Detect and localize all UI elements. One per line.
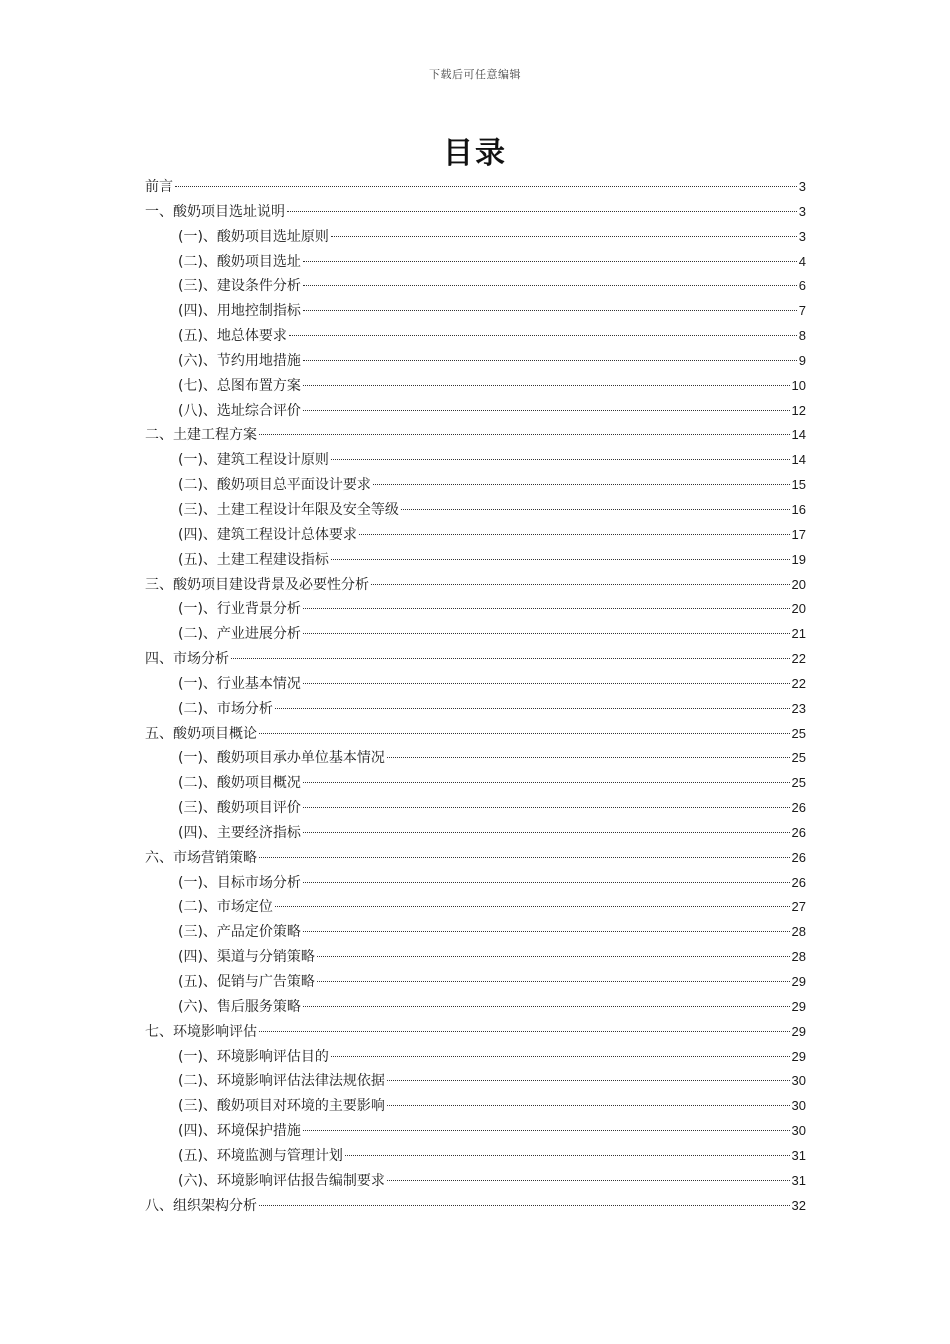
toc-dot-leader: [303, 385, 790, 386]
toc-dot-leader: [303, 683, 790, 684]
toc-entry-label: 七、环境影响评估: [145, 1023, 257, 1040]
toc-entry-label: (二)、酸奶项目总平面设计要求: [178, 477, 371, 494]
toc-entry-page-number: 30: [791, 1123, 806, 1139]
toc-entry-label: (一)、酸奶项目承办单位基本情况: [178, 750, 385, 767]
toc-entry-page-number: 10: [791, 377, 806, 393]
toc-entry[interactable]: [145, 846, 806, 871]
toc-dot-leader: [303, 310, 797, 311]
toc-dot-leader: [359, 534, 790, 535]
toc-entry-page-number: 22: [791, 651, 806, 667]
toc-dot-leader: [259, 733, 790, 734]
toc-entry[interactable]: [145, 225, 806, 250]
toc-entry-page-number: 25: [791, 725, 806, 741]
toc-entry[interactable]: [145, 1169, 806, 1194]
toc-entry-page-number: 29: [791, 1023, 806, 1039]
toc-entry-page-number: 14: [791, 452, 806, 468]
toc-dot-leader: [275, 708, 790, 709]
toc-entry-page-number: 28: [791, 924, 806, 940]
toc-entry-page-number: 25: [791, 750, 806, 766]
toc-entry-page-number: 9: [798, 352, 806, 368]
toc-entry-label: (三)、土建工程设计年限及安全等级: [178, 501, 399, 518]
toc-entry-page-number: 22: [791, 675, 806, 691]
toc-dot-leader: [303, 1130, 790, 1131]
toc-entry[interactable]: [145, 945, 806, 970]
toc-entry-label: (二)、市场定位: [178, 899, 273, 916]
toc-entry[interactable]: [145, 1194, 806, 1219]
toc-entry-page-number: 17: [791, 526, 806, 542]
toc-entry[interactable]: [145, 175, 806, 200]
toc-dot-leader: [373, 484, 790, 485]
toc-entry-label: (三)、酸奶项目评价: [178, 800, 301, 817]
toc-entry-label: (三)、建设条件分析: [178, 278, 301, 295]
toc-entry-page-number: 7: [798, 303, 806, 319]
toc-entry-page-number: 3: [798, 179, 806, 194]
toc-entry[interactable]: [145, 920, 806, 945]
toc-entry-label: (一)、环境影响评估目的: [178, 1048, 329, 1065]
toc-entry-label: (三)、产品定价策略: [178, 924, 301, 941]
toc-entry[interactable]: [145, 399, 806, 424]
toc-entry-label: (一)、建筑工程设计原则: [178, 452, 329, 469]
toc-dot-leader: [175, 186, 797, 187]
toc-entry-label: (一)、行业基本情况: [178, 675, 301, 692]
toc-entry-page-number: 29: [791, 974, 806, 989]
toc-dot-leader: [303, 410, 790, 411]
toc-entry-label: 一、酸奶项目选址说明: [145, 203, 285, 220]
toc-entry[interactable]: [145, 1069, 806, 1094]
toc-entry-page-number: 23: [791, 700, 806, 716]
toc-entry-label: 六、市场营销策略: [145, 849, 257, 866]
toc-entry[interactable]: [145, 821, 806, 846]
toc-entry[interactable]: [145, 622, 806, 647]
toc-entry-page-number: 32: [791, 1197, 806, 1213]
table-of-contents: [145, 175, 806, 1218]
toc-dot-leader: [331, 1056, 790, 1057]
toc-entry[interactable]: [145, 1020, 806, 1045]
toc-dot-leader: [387, 1080, 790, 1081]
toc-entry[interactable]: [145, 871, 806, 896]
toc-entry-label: (一)、目标市场分析: [178, 874, 301, 891]
toc-entry-page-number: 3: [798, 203, 806, 219]
toc-entry[interactable]: [145, 746, 806, 771]
toc-entry-label: (六)、节约用地措施: [178, 352, 301, 369]
toc-entry-label: 二、土建工程方案: [145, 427, 257, 444]
toc-entry[interactable]: [145, 1094, 806, 1119]
toc-dot-leader: [401, 509, 790, 510]
toc-entry-label: (四)、主要经济指标: [178, 824, 301, 841]
toc-entry-label: (四)、建筑工程设计总体要求: [178, 526, 357, 543]
toc-entry[interactable]: [145, 796, 806, 821]
toc-entry-label: (五)、促销与广告策略: [178, 974, 315, 990]
toc-entry-page-number: 3: [798, 228, 806, 244]
toc-entry[interactable]: [145, 647, 806, 672]
toc-entry-label: (三)、酸奶项目对环境的主要影响: [178, 1098, 385, 1115]
toc-entry[interactable]: [145, 970, 806, 995]
toc-entry-page-number: 29: [791, 1048, 806, 1064]
toc-dot-leader: [317, 981, 790, 982]
toc-entry[interactable]: [145, 573, 806, 598]
toc-entry[interactable]: [145, 895, 806, 920]
toc-entry-label: 前言: [145, 179, 173, 195]
toc-entry-page-number: 30: [791, 1073, 806, 1089]
toc-entry-label: (四)、渠道与分销策略: [178, 949, 315, 966]
toc-entry-label: 八、组织架构分析: [145, 1197, 257, 1214]
toc-entry-label: (二)、酸奶项目选址: [178, 253, 301, 270]
toc-entry-label: (五)、地总体要求: [178, 328, 287, 345]
toc-entry-page-number: 28: [791, 949, 806, 965]
toc-dot-leader: [303, 633, 790, 634]
toc-dot-leader: [303, 782, 790, 783]
toc-dot-leader: [259, 857, 790, 858]
toc-entry[interactable]: [145, 523, 806, 548]
toc-entry-page-number: 20: [791, 576, 806, 592]
toc-entry-label: (七)、总图布置方案: [178, 377, 301, 394]
toc-entry-page-number: 29: [791, 998, 806, 1014]
toc-entry-label: (二)、市场分析: [178, 700, 273, 717]
toc-entry[interactable]: [145, 548, 806, 573]
toc-entry[interactable]: [145, 374, 806, 399]
toc-entry-page-number: 20: [791, 601, 806, 617]
toc-entry[interactable]: [145, 448, 806, 473]
toc-dot-leader: [345, 1155, 790, 1156]
toc-entry-page-number: 12: [791, 402, 806, 418]
toc-entry[interactable]: [145, 597, 806, 622]
toc-entry[interactable]: [145, 349, 806, 374]
toc-entry-page-number: 26: [791, 874, 806, 890]
toc-dot-leader: [317, 956, 790, 957]
toc-dot-leader: [275, 906, 790, 907]
page-title: 目录: [443, 136, 507, 171]
toc-entry-page-number: 6: [798, 278, 806, 294]
toc-entry[interactable]: [145, 672, 806, 697]
toc-entry-label: 三、酸奶项目建设背景及必要性分析: [145, 576, 369, 593]
toc-dot-leader: [303, 882, 790, 883]
toc-dot-leader: [331, 236, 797, 237]
toc-entry[interactable]: [145, 250, 806, 275]
toc-entry-label: (五)、环境监测与管理计划: [178, 1147, 343, 1164]
toc-entry-page-number: 30: [791, 1098, 806, 1114]
toc-entry[interactable]: [145, 299, 806, 324]
toc-entry[interactable]: [145, 274, 806, 299]
toc-dot-leader: [303, 931, 790, 932]
toc-dot-leader: [231, 658, 790, 659]
toc-entry[interactable]: [145, 771, 806, 796]
toc-dot-leader: [331, 559, 790, 560]
toc-entry-page-number: 16: [791, 501, 806, 517]
toc-entry[interactable]: [145, 722, 806, 747]
toc-entry-label: (六)、环境影响评估报告编制要求: [178, 1172, 385, 1189]
toc-entry[interactable]: [145, 473, 806, 498]
toc-entry[interactable]: [145, 498, 806, 523]
toc-entry-page-number: 26: [791, 800, 806, 816]
toc-entry-page-number: 31: [791, 1147, 806, 1163]
toc-entry[interactable]: [145, 1119, 806, 1144]
toc-entry[interactable]: [145, 1045, 806, 1070]
toc-entry[interactable]: [145, 423, 806, 448]
toc-dot-leader: [331, 459, 790, 460]
toc-dot-leader: [387, 757, 790, 758]
toc-entry-label: (四)、用地控制指标: [178, 303, 301, 320]
toc-dot-leader: [303, 608, 790, 609]
toc-dot-leader: [303, 360, 797, 361]
toc-entry[interactable]: [145, 1144, 806, 1169]
toc-entry[interactable]: [145, 324, 806, 349]
header-note: 下载后可任意编辑: [429, 68, 521, 81]
toc-entry-page-number: 26: [791, 849, 806, 865]
toc-entry[interactable]: [145, 200, 806, 225]
toc-entry[interactable]: [145, 995, 806, 1020]
toc-entry-page-number: 8: [798, 328, 806, 344]
toc-dot-leader: [387, 1105, 790, 1106]
toc-entry-label: (一)、酸奶项目选址原则: [178, 228, 329, 245]
toc-dot-leader: [303, 261, 797, 262]
toc-dot-leader: [287, 211, 797, 212]
toc-dot-leader: [303, 285, 797, 286]
toc-dot-leader: [303, 832, 790, 833]
toc-entry-page-number: 27: [791, 899, 806, 915]
toc-dot-leader: [303, 1006, 790, 1007]
toc-entry-label: 五、酸奶项目概论: [145, 725, 257, 742]
toc-dot-leader: [289, 335, 797, 336]
toc-entry-label: (五)、土建工程建设指标: [178, 551, 329, 568]
toc-entry-page-number: 26: [791, 824, 806, 840]
toc-dot-leader: [387, 1180, 790, 1181]
toc-entry-label: (二)、产业进展分析: [178, 626, 301, 643]
toc-entry-page-number: 14: [791, 427, 806, 443]
toc-entry[interactable]: [145, 697, 806, 722]
toc-entry-page-number: 4: [798, 253, 806, 269]
toc-entry-label: (八)、选址综合评价: [178, 402, 301, 419]
toc-entry-label: (二)、酸奶项目概况: [178, 775, 301, 792]
toc-entry-page-number: 31: [791, 1172, 806, 1188]
toc-entry-label: 四、市场分析: [145, 651, 229, 668]
toc-dot-leader: [303, 807, 790, 808]
toc-entry-label: (二)、环境影响评估法律法规依据: [178, 1073, 385, 1090]
toc-dot-leader: [371, 584, 790, 585]
toc-entry-page-number: 19: [791, 551, 806, 567]
toc-entry-label: (四)、环境保护措施: [178, 1123, 301, 1140]
toc-entry-page-number: 15: [791, 477, 806, 493]
toc-dot-leader: [259, 1205, 790, 1206]
toc-entry-page-number: 21: [791, 626, 806, 642]
toc-entry-label: (一)、行业背景分析: [178, 601, 301, 618]
toc-dot-leader: [259, 434, 790, 435]
toc-entry-page-number: 25: [791, 775, 806, 791]
toc-dot-leader: [259, 1031, 790, 1032]
toc-entry-label: (六)、售后服务策略: [178, 998, 301, 1015]
